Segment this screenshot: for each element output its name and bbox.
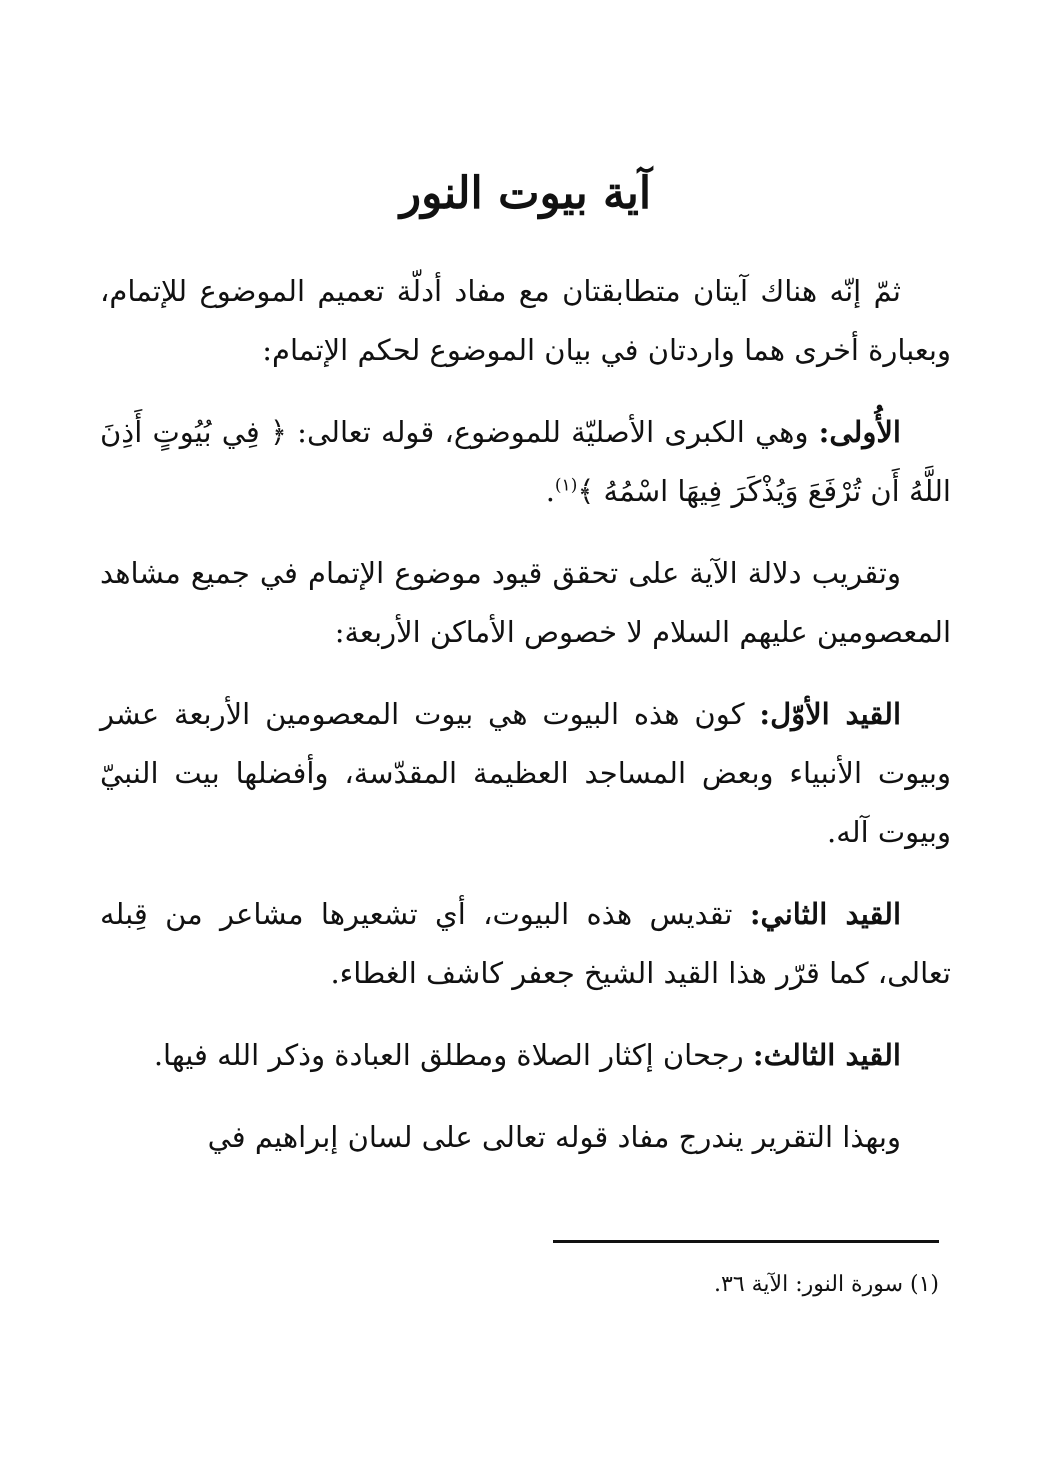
footnote-divider xyxy=(553,1240,939,1243)
paragraph-lead: القيد الأوّل: xyxy=(759,697,901,731)
paragraph-lead: القيد الثاني: xyxy=(749,897,902,931)
paragraph-intro xyxy=(100,262,951,380)
paragraph-condition-1 xyxy=(100,685,951,862)
paragraph-text: رجحان إكثار الصلاة ومطلق العبادة وذكر الله فيها. xyxy=(153,1038,753,1072)
paragraph-text: وهي الكبرى الأصليّة للموضوع، قوله تعالى: xyxy=(286,415,819,449)
footnote: (١) سورة النور: الآية ٣٦. xyxy=(714,1272,939,1297)
paragraph-text: ثمّ إنّه هناك آيتان متطابقتان مع مفاد أدلّة تعميم الموضوع للإتمام، وبعبارة أخرى هما واردتان في بيان الموضوع لحكم الإتمام: xyxy=(100,274,951,367)
paragraph-tail: . xyxy=(545,474,555,508)
paragraph-lead: القيد الثالث: xyxy=(752,1038,901,1072)
page-title: آية بيوت النور xyxy=(399,168,652,219)
body-text xyxy=(100,262,951,1190)
paragraph-text: وتقريب دلالة الآية على تحقق قيود موضوع الإتمام في جميع مشاهد المعصومين عليهم السلام لا خصوص الأماكن الأربعة: xyxy=(100,556,951,649)
book-page xyxy=(100,0,951,1483)
paragraph-condition-3 xyxy=(100,1026,951,1085)
footnote-reference: (١) xyxy=(554,475,578,496)
quran-verse: ﴿ فِي بُيُوتٍ أَذِنَ اللَّهُ أَن تُرْفَعَ وَيُذْكَرَ فِيهَا اسْمُهُ ﴾ xyxy=(100,415,951,508)
paragraph-lead: الأُولى: xyxy=(818,415,901,449)
paragraph-text: كون هذه البيوت هي بيوت المعصومين الأربعة عشر وبيوت الأنبياء وبعض المساجد العظيمة المقدّسة، وأفضلها بيت النبيّ وبيوت آله. xyxy=(100,697,951,849)
paragraph-continuation xyxy=(100,1108,951,1167)
paragraph-condition-2 xyxy=(100,885,951,1003)
paragraph-text: تقديس هذه البيوت، أي تشعيرها مشاعر من قِبله تعالى، كما قرّر هذا القيد الشيخ جعفر كاشف الغطاء. xyxy=(100,897,951,990)
paragraph-first-verse xyxy=(100,403,951,521)
paragraph-argument xyxy=(100,544,951,662)
paragraph-text: وبهذا التقرير يندرج مفاد قوله تعالى على لسان إبراهيم في xyxy=(207,1120,901,1154)
